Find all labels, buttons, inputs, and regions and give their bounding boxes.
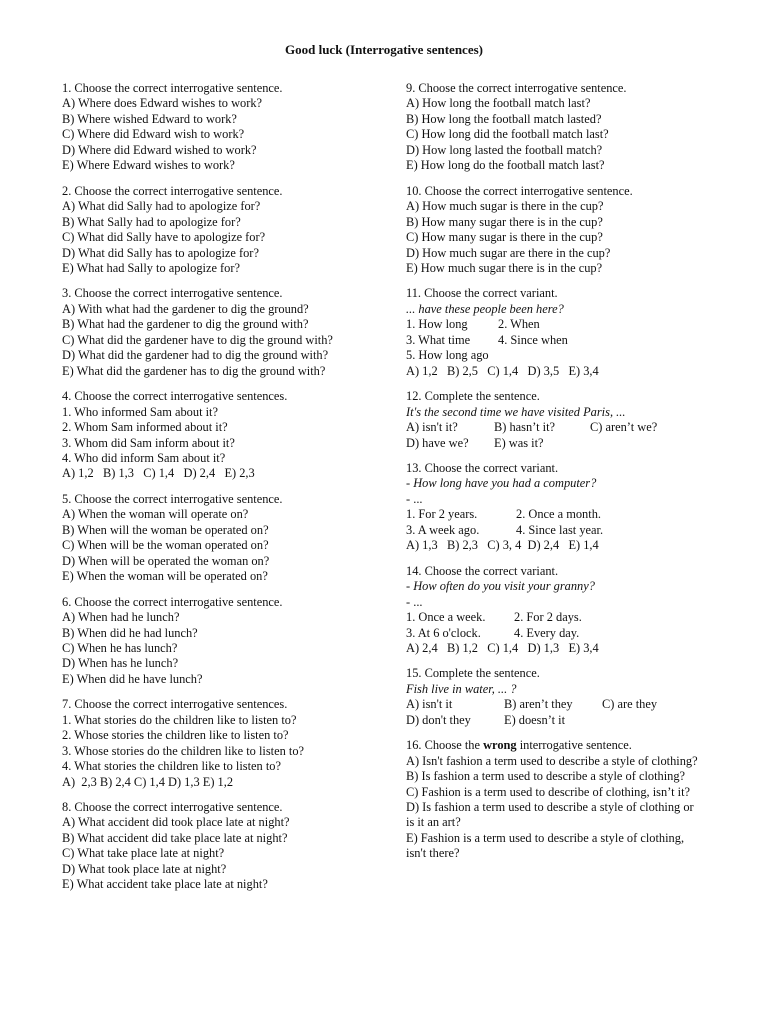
option-c: C) are they <box>602 697 658 712</box>
answer-dash: - ... <box>406 594 423 609</box>
variants-row-2 <box>406 333 702 348</box>
option-b: B) hasn’t it? <box>494 420 556 435</box>
question-prompt: 1. Choose the correct interrogative sentence. <box>62 81 283 95</box>
question-prompt: 11. Choose the correct variant. <box>406 286 558 301</box>
answer-choices: A) 2,3 B) 2,4 C) 1,4 D) 1,3 E) 1,2 <box>62 774 234 789</box>
option-d: D) What took place late at night? <box>62 861 227 876</box>
statement-3: 3. Whose stories do the children like to listen to? <box>62 743 305 758</box>
variant-2: 2. For 2 days. <box>514 610 582 625</box>
question-prompt: 15. Complete the sentence. <box>406 666 540 681</box>
variants-row-1 <box>406 610 702 625</box>
option-c: C) Where did Edward wish to work? <box>62 127 245 142</box>
question-prompt: 3. Choose the correct interrogative sentence. <box>62 286 283 301</box>
question-5 <box>62 492 362 585</box>
question-prompt: 12. Complete the sentence. <box>406 389 540 404</box>
statement-2: 2. Whom Sam informed about it? <box>62 420 228 435</box>
question-7 <box>62 697 362 790</box>
variants-row-2 <box>406 523 702 538</box>
option-a: A) What did Sally had to apologize for? <box>62 199 261 214</box>
option-c: C) What did Sally have to apologize for? <box>62 230 266 245</box>
option-c: C) How long did the football match last? <box>406 127 609 142</box>
variant-4: 4. Every day. <box>514 625 580 640</box>
question-prompt: 2. Choose the correct interrogative sentence. <box>62 183 283 198</box>
variants-row-1 <box>406 507 702 522</box>
statement-2: 2. Whose stories the children like to listen to? <box>62 728 289 743</box>
question-4 <box>62 389 362 482</box>
option-e: E) What accident take place late at night? <box>62 877 268 892</box>
variant-4: 4. Since last year. <box>516 522 604 537</box>
variant-4: 4. Since when <box>498 332 568 347</box>
option-a: A) isn't it <box>406 697 453 712</box>
option-d: D) have we? <box>406 435 469 450</box>
options-row-2 <box>406 436 702 451</box>
option-a: A) When had he lunch? <box>62 610 180 625</box>
statement-1: 1. Who informed Sam about it? <box>62 404 219 419</box>
option-e: E) How long do the football match last? <box>406 158 605 173</box>
option-e: E) Fashion is a term used to describe a style of clothing, isn't there? <box>406 830 685 861</box>
question-6 <box>62 595 362 688</box>
option-e: E) was it? <box>494 435 544 450</box>
variant-2: 2. Once a month. <box>516 507 601 522</box>
prompt-emphasis: wrong <box>483 738 517 753</box>
option-e: E) When the woman will be operated on? <box>62 569 268 584</box>
variant-1: 1. Once a week. <box>406 610 486 625</box>
statement-3: 3. Whom did Sam inform about it? <box>62 435 235 450</box>
prompt-start: 16. Choose the <box>406 738 484 753</box>
answer-choices: A) 1,2 B) 1,3 C) 1,4 D) 2,4 E) 2,3 <box>62 466 255 481</box>
option-d: D) What did Sally has to apologize for? <box>62 245 259 260</box>
variant-1: 1. For 2 years. <box>406 507 478 522</box>
variants-row-2 <box>406 626 702 641</box>
question-2 <box>62 184 362 277</box>
right-column <box>406 81 702 872</box>
question-1 <box>62 81 362 174</box>
statement-4: 4. What stories the children like to listen to? <box>62 759 281 774</box>
option-b: B) When will the woman be operated on? <box>62 522 269 537</box>
option-b: B) How long the football match lasted? <box>406 111 602 126</box>
question-14 <box>406 564 702 657</box>
option-e: E) How much sugar there is in the cup? <box>406 260 603 275</box>
variant-2: 2. When <box>498 317 540 332</box>
option-a: A) How long the football match last? <box>406 96 591 111</box>
option-b: B) What Sally had to apologize for? <box>62 214 241 229</box>
option-b: B) Is fashion a term used to describe a style of clothing? <box>406 769 686 784</box>
question-prompt: 10. Choose the correct interrogative sentence. <box>406 183 633 198</box>
option-d: D) Where did Edward wished to work? <box>62 142 257 157</box>
question-prompt: 7. Choose the correct interrogative sentences. <box>62 697 288 712</box>
question-prompt: 4. Choose the correct interrogative sentences. <box>62 389 288 404</box>
option-c: C) aren’t we? <box>590 420 658 435</box>
option-d: D) How much sugar are there in the cup? <box>406 245 611 260</box>
option-b: B) What accident did take place late at night? <box>62 830 288 845</box>
prompt-end: interrogative sentence. <box>516 738 632 753</box>
question-stem: ... have these people been here? <box>406 301 564 316</box>
question-stem: It's the second time we have visited Paris, ... <box>406 404 626 419</box>
options-row-1 <box>406 420 702 435</box>
question-prompt: 5. Choose the correct interrogative sentence. <box>62 491 283 506</box>
option-e: E) Where Edward wishes to work? <box>62 158 235 173</box>
question-prompt: 9. Choose the correct interrogative sentence. <box>406 81 627 95</box>
option-b: B) When did he had lunch? <box>62 625 198 640</box>
option-d: D) When will be operated the woman on? <box>62 553 270 568</box>
question-11 <box>406 286 702 379</box>
option-c: C) Fashion is a term used to describe of clothing, isn’t it? <box>406 784 691 799</box>
page-title: Good luck (Interrogative sentences) <box>285 42 483 57</box>
option-b: B) Where wished Edward to work? <box>62 111 237 126</box>
variant-3: 3. What time <box>406 332 471 347</box>
left-column <box>62 81 362 903</box>
option-c: C) How many sugar is there in the cup? <box>406 230 603 245</box>
answer-choices: A) 1,2 B) 2,5 C) 1,4 D) 3,5 E) 3,4 <box>406 363 599 378</box>
option-b: B) How many sugar there is in the cup? <box>406 214 603 229</box>
variant-3: 3. At 6 o'clock. <box>406 625 481 640</box>
option-e: E) When did he have lunch? <box>62 671 203 686</box>
question-prompt: 8. Choose the correct interrogative sentence. <box>62 800 283 815</box>
question-3 <box>62 286 362 379</box>
question-prompt: 14. Choose the correct variant. <box>406 563 559 578</box>
option-d: D) When has he lunch? <box>62 656 179 671</box>
question-prompt: 13. Choose the correct variant. <box>406 460 559 475</box>
option-e: E) doesn’t it <box>504 712 566 727</box>
statement-4: 4. Who did inform Sam about it? <box>62 450 226 465</box>
option-c: C) What did the gardener have to dig the ground with? <box>62 332 333 347</box>
variant-3: 3. A week ago. <box>406 522 480 537</box>
answer-choices: A) 1,3 B) 2,3 C) 3, 4 D) 2,4 E) 1,4 <box>406 538 599 553</box>
option-c: C) What take place late at night? <box>62 846 225 861</box>
option-d: D) Is fashion a term used to describe a style of clothing or is it an art? <box>406 800 694 830</box>
option-a: A) isn't it? <box>406 420 458 435</box>
option-a: A) With what had the gardener to dig the ground? <box>62 301 309 316</box>
options-row-1 <box>406 697 702 712</box>
option-e: E) What did the gardener has to dig the ground with? <box>62 363 326 378</box>
option-a: A) How much sugar is there in the cup? <box>406 199 604 214</box>
question-13 <box>406 461 702 554</box>
variant-1: 1. How long <box>406 317 468 332</box>
option-e: E) What had Sally to apologize for? <box>62 260 241 275</box>
variant-5: 5. How long ago <box>406 348 489 363</box>
option-d: D) What did the gardener had to dig the ground with? <box>62 348 329 363</box>
question-8 <box>62 800 362 893</box>
question-10 <box>406 184 702 277</box>
option-c: C) When he has lunch? <box>62 640 178 655</box>
option-a: A) What accident did took place late at night? <box>62 815 290 830</box>
question-9 <box>406 81 702 174</box>
option-b: B) What had the gardener to dig the ground with? <box>62 317 309 332</box>
option-d: D) How long lasted the football match? <box>406 142 603 157</box>
question-stem: - How often do you visit your granny? <box>406 579 595 594</box>
option-c: C) When will be the woman operated on? <box>62 538 269 553</box>
question-16 <box>406 738 702 862</box>
question-15 <box>406 666 702 728</box>
options-row-2 <box>406 713 702 728</box>
question-prompt: 6. Choose the correct interrogative sentence. <box>62 594 283 609</box>
option-a: A) Isn't fashion a term used to describe a style of clothing? <box>406 753 698 768</box>
answer-dash: - ... <box>406 491 423 506</box>
option-a: A) Where does Edward wishes to work? <box>62 96 263 111</box>
statement-1: 1. What stories do the children like to listen to? <box>62 712 297 727</box>
answer-choices: A) 2,4 B) 1,2 C) 1,4 D) 1,3 E) 3,4 <box>406 640 599 655</box>
question-prompt <box>406 738 702 753</box>
option-d: D) don't they <box>406 712 471 727</box>
question-stem: Fish live in water, ... ? <box>406 681 517 696</box>
option-b: B) aren’t they <box>504 697 573 712</box>
variants-row-1 <box>406 317 702 332</box>
question-stem: - How long have you had a computer? <box>406 476 597 491</box>
question-12 <box>406 389 702 451</box>
option-a: A) When the woman will operate on? <box>62 507 249 522</box>
